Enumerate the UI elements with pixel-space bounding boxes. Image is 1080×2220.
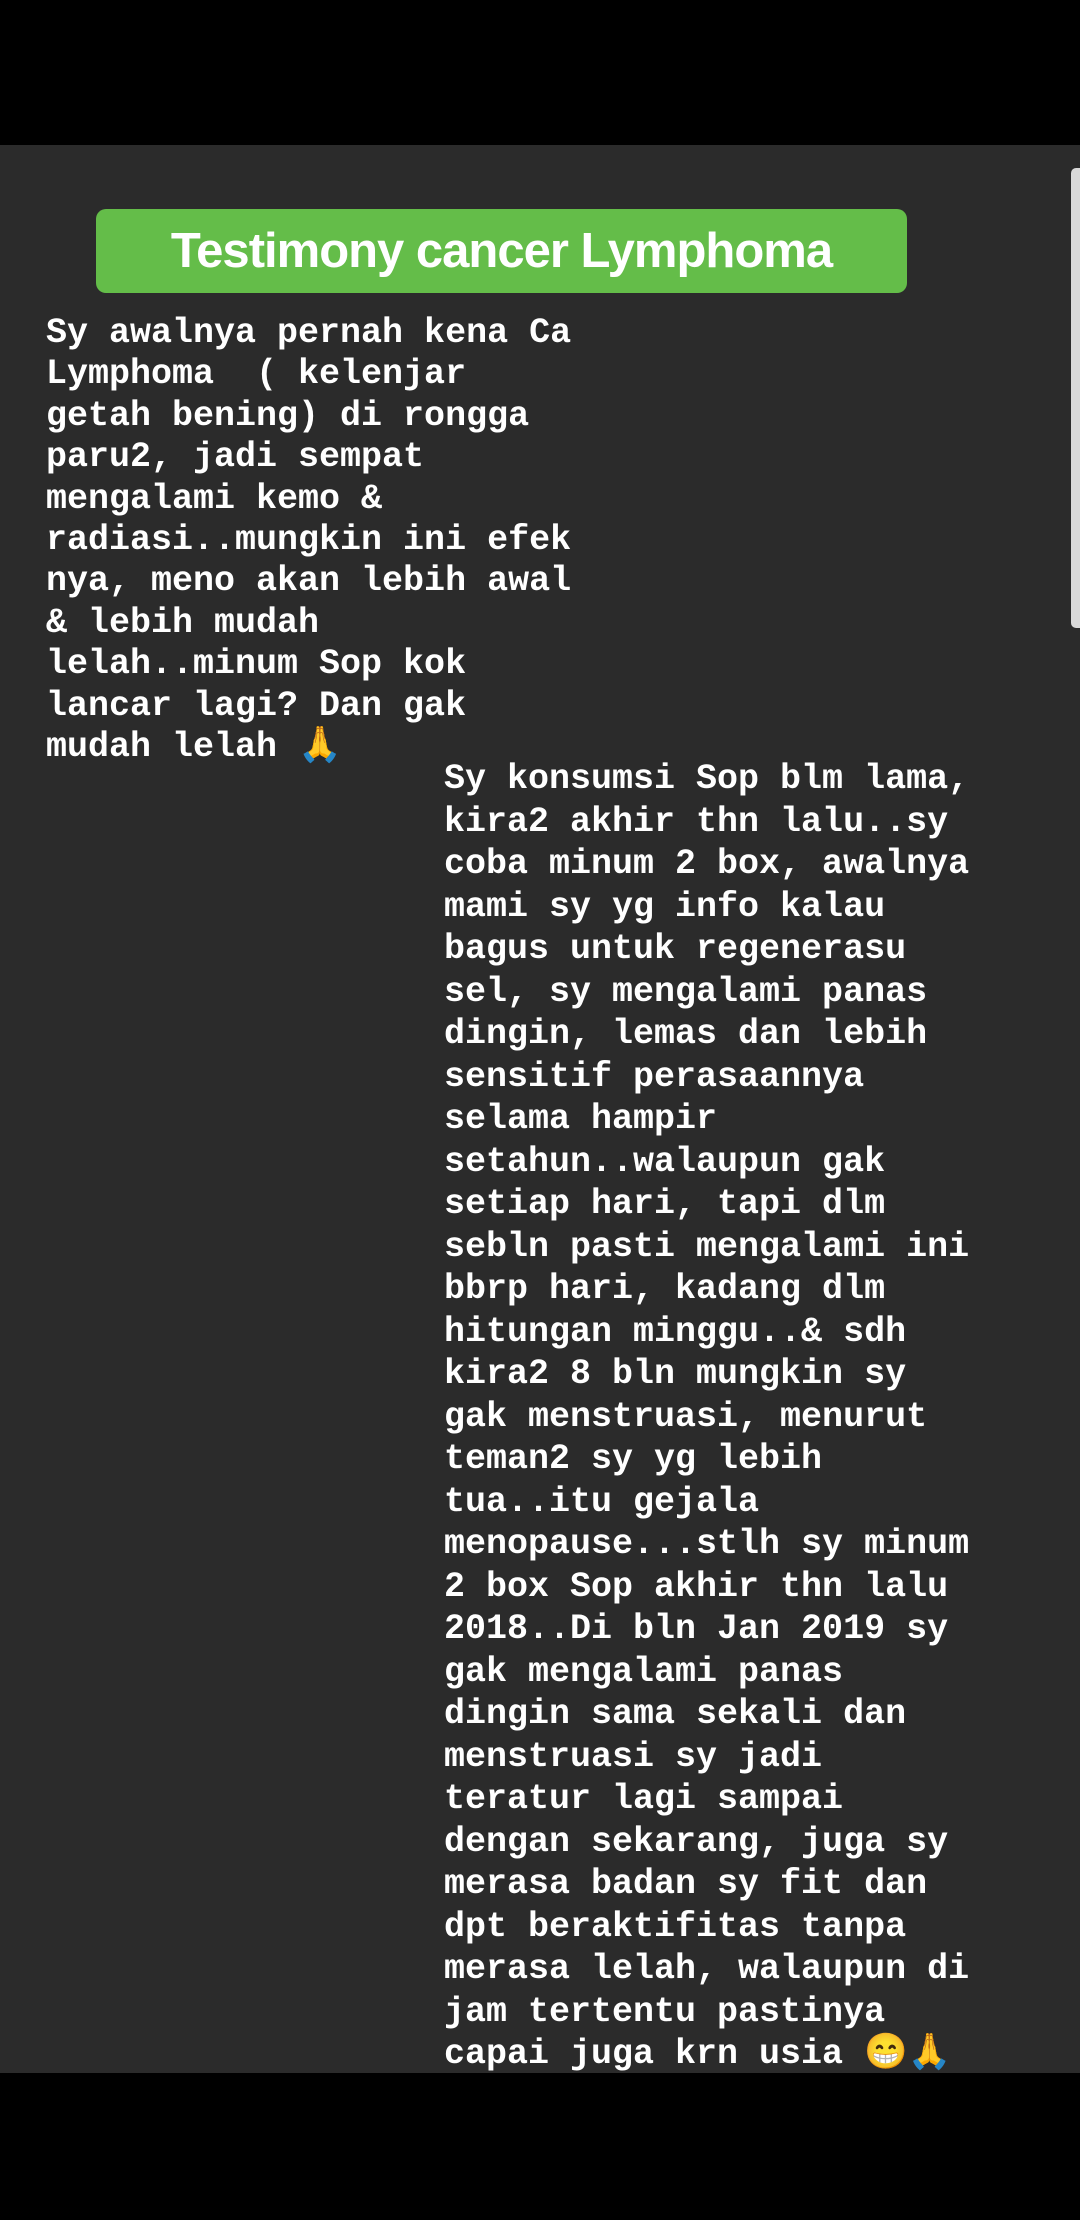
answer-text: Sy konsumsi Sop blm lama, kira2 akhir thn lalu..sy coba minum 2 box, awalnya mami sy yg info kalau bagus untuk regenerasu sel, sy mengalami panas dingin, lemas dan lebih sensitif perasaannya selama hampir setahun..walaupun gak setiap hari, tapi dlm sebln pasti mengalami ini bbrp hari, kadang dlm hitungan minggu..& sdh kira2 8 bln mungkin sy gak menstruasi, menurut teman2 sy yg lebih tua..itu gejala menopause...stlh sy minum 2 box Sop akhir thn lalu 2018..Di bln Jan 2019 sy gak mengalami panas dingin sama sekali dan menstruasi sy jadi teratur lagi sampai dengan sekarang, juga sy merasa badan sy fit dan dpt beraktifitas tanpa merasa lelah, walaupun di jam tertentu pastinya capai juga krn usia 😁🙏 <box>444 759 970 2073</box>
story-content[interactable] <box>0 145 1080 2073</box>
question-text: Sy awalnya pernah kena Ca Lymphoma ( kelenjar getah bening) di rongga paru2, jadi sempat mengalami kemo & radiasi..mungkin ini efek nya, meno akan lebih awal & lebih mudah lelah..minum Sop kok lancar lagi? Dan gak mudah lelah 🙏 <box>46 313 572 768</box>
scroll-handle[interactable] <box>1071 168 1080 628</box>
title-banner <box>96 209 907 293</box>
title-text: Testimony cancer Lymphoma <box>170 224 833 278</box>
